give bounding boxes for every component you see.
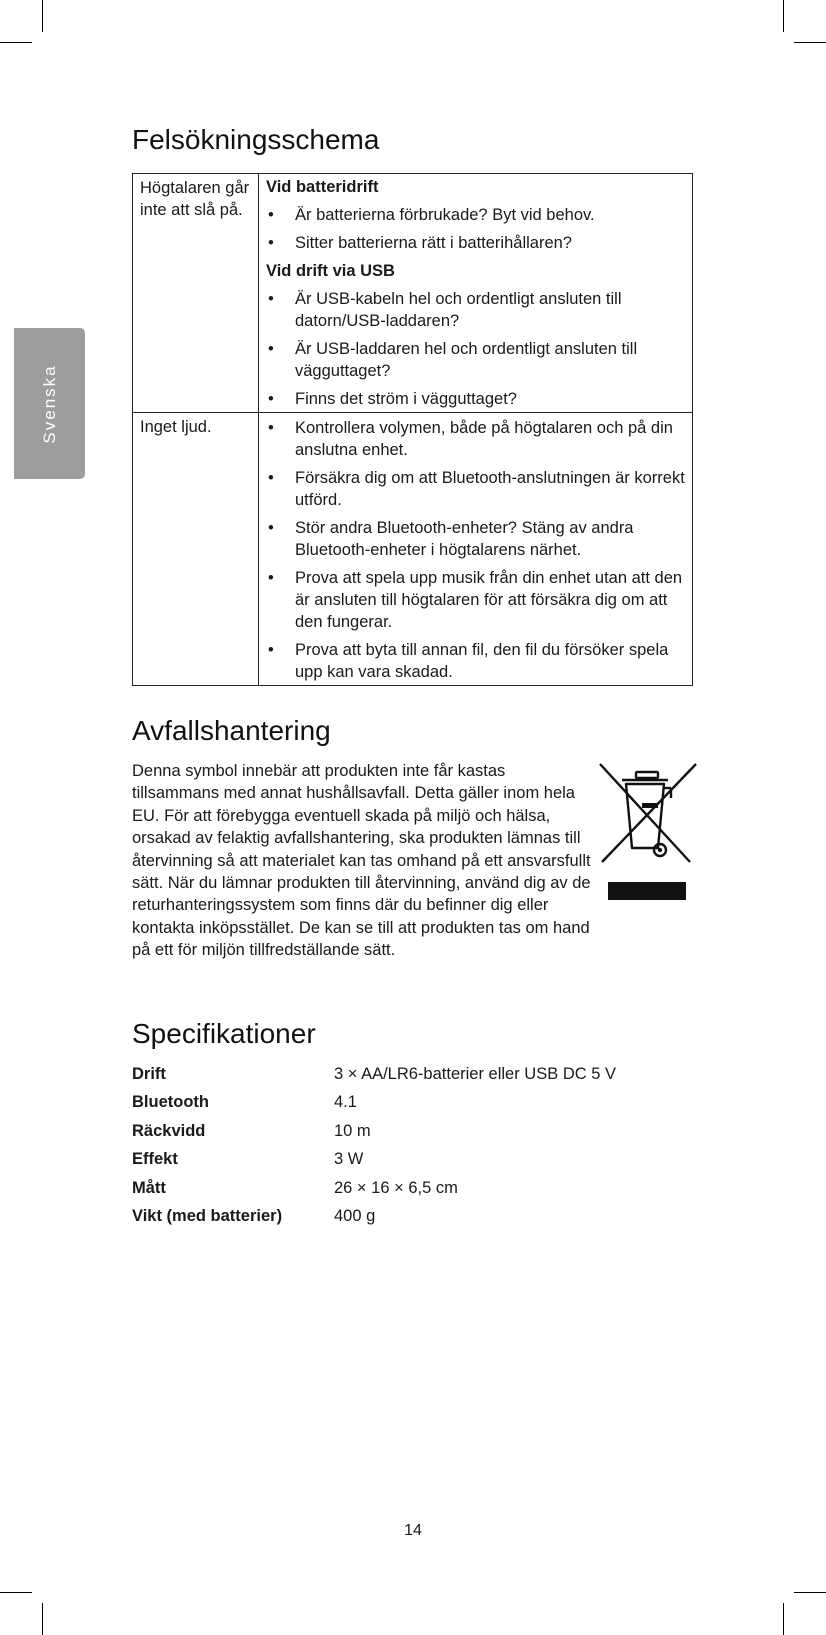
waste-paragraph: Denna symbol innebär att produkten inte får kastas tillsammans med annat hushållsavfall. Detta gäller inom hela EU. För att förebygga eventuell skada på miljö och hälsa, orsakad av felaktig avfallshantering, ska produkten lämnas till återvinning så att materialet kan tas omhand på ett ansvarsfullt sätt. När du lämnar produkten till återvinning, använd dig av de returhanteringssystem som finns där du befinner dig eller kontakta inköpsstället. De kan se till att produkten tas om hand på ett för miljön tillfredställande sätt.	[132, 762, 591, 960]
list-item: • Är batterierna förbrukade? Byt vid behov.	[266, 204, 685, 226]
troubleshooting-table	[132, 173, 693, 686]
specs-title: Specifikationer	[132, 1018, 316, 1049]
language-side-tab	[14, 328, 85, 479]
table-row	[132, 1089, 616, 1118]
solution-cell	[259, 413, 693, 686]
table-row	[132, 1060, 616, 1089]
troubleshooting-title: Felsökningsschema	[132, 124, 380, 155]
bullet-list	[266, 204, 685, 254]
solution-group	[266, 176, 685, 254]
spec-value: 400 g	[334, 1207, 376, 1226]
crop-mark	[0, 1592, 32, 1593]
list-item: • Är USB-kabeln hel och ordentligt ansluten till datorn/USB-laddaren?	[266, 288, 685, 332]
bullet-list	[266, 417, 685, 683]
group-heading: Vid drift via USB	[266, 262, 395, 280]
weee-marking-bar	[608, 882, 686, 900]
table-row	[132, 1203, 616, 1232]
list-item: • Stör andra Bluetooth-enheter? Stäng av andra Bluetooth-enheter i högtalarens närhet.	[266, 517, 685, 561]
spec-value: 4.1	[334, 1093, 357, 1112]
problem-cell: Inget ljud.	[133, 413, 259, 686]
table-row	[132, 1117, 616, 1146]
language-label: Svenska	[39, 363, 59, 444]
list-item: • Finns det ström i vägguttaget?	[266, 388, 685, 410]
list-item: • Sitter batterierna rätt i batterihållaren?	[266, 232, 685, 254]
crop-mark	[0, 42, 32, 43]
list-item: • Är USB-laddaren hel och ordentligt ansluten till vägguttaget?	[266, 338, 685, 382]
solution-cell	[259, 174, 693, 413]
problem-cell: Högtalaren går inte att slå på.	[133, 174, 259, 413]
spec-label: Drift	[132, 1064, 166, 1083]
spec-label: Räckvidd	[132, 1121, 206, 1140]
table-row	[132, 1174, 616, 1203]
spec-value: 3 W	[334, 1150, 364, 1169]
page-number: 14	[404, 1522, 422, 1539]
list-item: • Prova att byta till annan fil, den fil du försöker spela upp kan vara skadad.	[266, 639, 685, 683]
spec-label: Vikt (med batterier)	[132, 1207, 283, 1226]
specs-table	[132, 1060, 616, 1231]
crop-mark	[783, 0, 784, 32]
crop-mark	[783, 1603, 784, 1635]
weee-crossed-bin-icon	[598, 762, 698, 870]
list-item: • Prova att spela upp musik från din enhet utan att den är ansluten till högtalaren för att försäkra dig om att den fungerar.	[266, 567, 685, 633]
solution-group	[266, 260, 685, 410]
crop-mark	[794, 1592, 826, 1593]
crop-mark	[42, 0, 43, 32]
spec-value: 3 × AA/LR6-batterier eller USB DC 5 V	[334, 1064, 616, 1083]
list-item: • Kontrollera volymen, både på högtalaren och på din anslutna enhet.	[266, 417, 685, 461]
list-item: • Försäkra dig om att Bluetooth-anslutningen är korrekt utförd.	[266, 467, 685, 511]
waste-title: Avfallshantering	[132, 715, 331, 746]
crop-mark	[794, 42, 826, 43]
spec-label: Bluetooth	[132, 1093, 209, 1112]
table-row	[133, 413, 693, 686]
table-row	[133, 174, 693, 413]
spec-label: Effekt	[132, 1150, 178, 1169]
spec-label: Mått	[132, 1178, 166, 1197]
bullet-list	[266, 288, 685, 410]
spec-value: 10 m	[334, 1121, 371, 1140]
group-heading: Vid batteridrift	[266, 178, 379, 196]
table-row	[132, 1146, 616, 1175]
spec-value: 26 × 16 × 6,5 cm	[334, 1178, 458, 1197]
crop-mark	[42, 1603, 43, 1635]
